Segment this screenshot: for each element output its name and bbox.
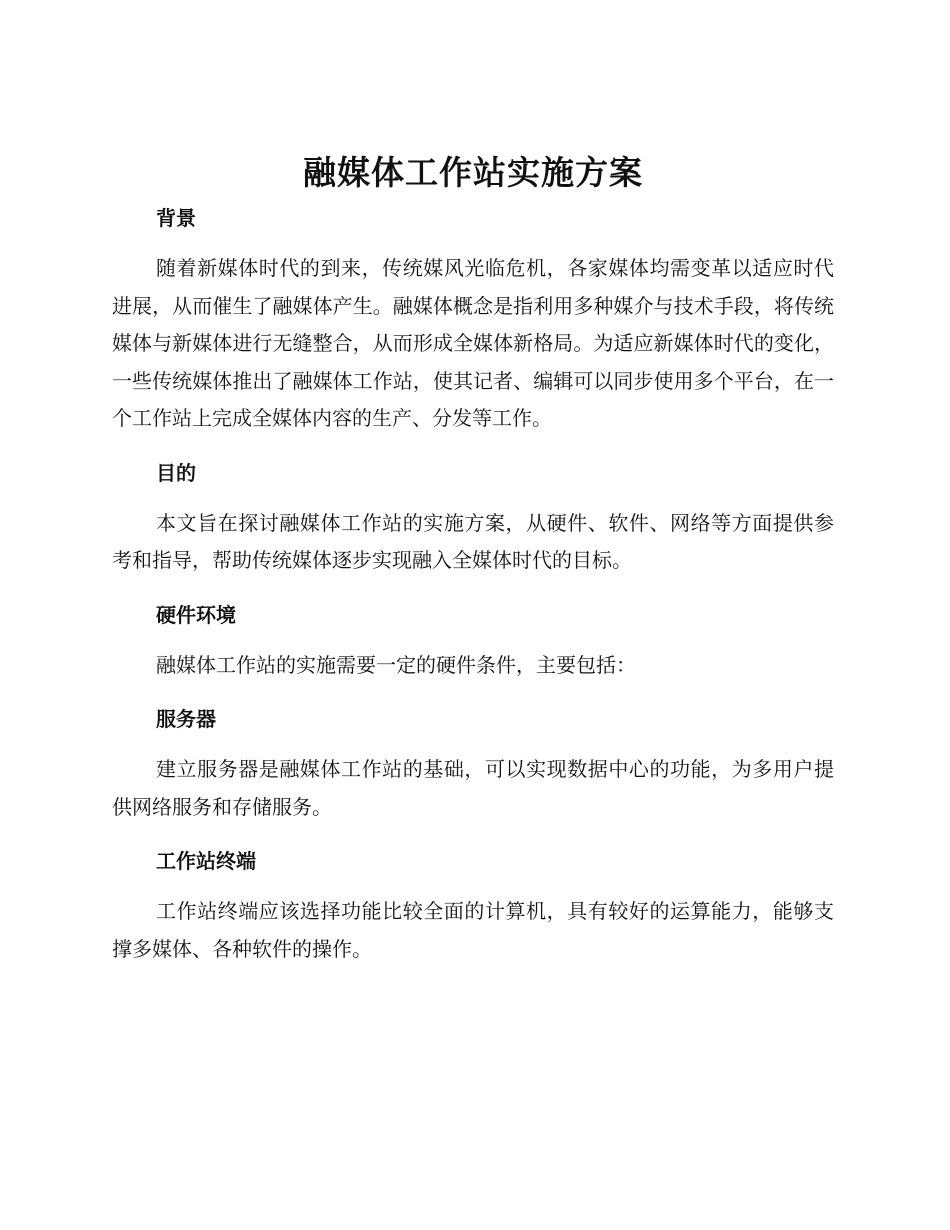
section-hardware-environment xyxy=(112,601,834,685)
section-heading: 目的 xyxy=(156,460,196,485)
section-heading: 服务器 xyxy=(156,707,216,731)
document-title: 融媒体工作站实施方案 xyxy=(303,153,643,192)
document-page xyxy=(112,150,834,989)
section-purpose xyxy=(112,459,834,580)
section-paragraph: 工作站终端应该选择功能比较全面的计算机，具有较好的运算能力，能够支撑多媒体、各种软件的操作。 xyxy=(112,899,834,961)
section-workstation-terminal xyxy=(112,847,834,968)
section-paragraph: 建立服务器是融媒体工作站的基础，可以实现数据中心的功能，为多用户提供网络服务和存储服务。 xyxy=(112,757,834,819)
section-paragraph: 随着新媒体时代的到来，传统媒风光临危机，各家媒体均需变革以适应时代进展，从而催生了融媒体产生。融媒体概念是指利用多种媒介与技术手段，将传统媒体与新媒体进行无缝整合，从而形成全媒体新格局。为适应新媒体时代的变化，一些传统媒体推出了融媒体工作站，使其记者、编辑可以同步使用多个平台，在一个工作站上完成全媒体内容的生产、分发等工作。 xyxy=(112,256,834,430)
section-paragraph: 本文旨在探讨融媒体工作站的实施方案，从硬件、软件、网络等方面提供参考和指导，帮助传统媒体逐步实现融入全媒体时代的目标。 xyxy=(112,510,834,572)
section-server xyxy=(112,705,834,826)
section-heading: 工作站终端 xyxy=(156,849,256,873)
section-heading: 硬件环境 xyxy=(156,602,236,627)
section-background xyxy=(112,204,834,438)
section-heading: 背景 xyxy=(156,206,196,230)
section-paragraph: 融媒体工作站的实施需要一定的硬件条件，主要包括： xyxy=(156,652,636,677)
